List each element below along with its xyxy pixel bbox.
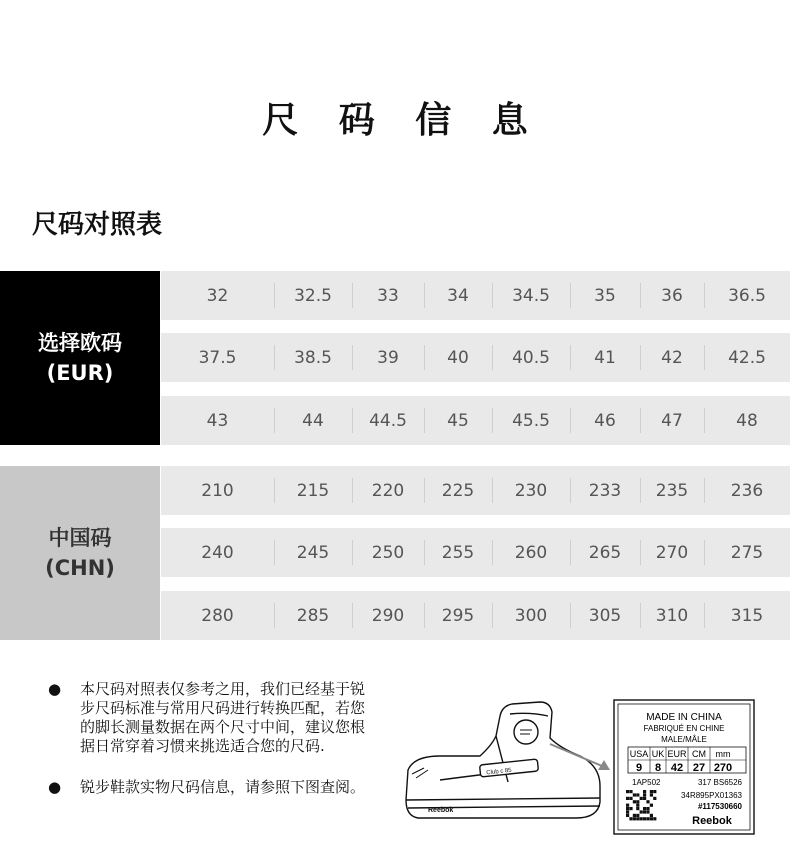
chn-size-group — [0, 466, 790, 640]
eur-size-cell: 36.5 — [704, 271, 790, 320]
eur-size-cell: 48 — [704, 396, 790, 445]
eur-size-cell: 41 — [570, 333, 640, 382]
chn-size-cell: 285 — [274, 591, 352, 640]
shoe-brand-text: Reebok — [428, 807, 454, 814]
note-text: 本尺码对照表仅参考之用，我们已经基于锐步尺码标准与常用尺码进行转换匹配，若您的脚长测量数据在两个尺寸中间，建议您根据日常穿着习惯来挑选适合您的尺码. — [80, 680, 366, 755]
tag-size-value: 42 — [670, 762, 684, 774]
size-tag — [614, 700, 754, 834]
eur-size-cell: 34 — [424, 271, 492, 320]
eur-size-cell: 32.5 — [274, 271, 352, 320]
note-item — [46, 680, 376, 756]
eur-size-cell: 40 — [424, 333, 492, 382]
tag-size-header: CM — [692, 749, 706, 759]
tag-code-3: #117530660 — [697, 802, 742, 811]
tag-size-value: 9 — [635, 762, 643, 774]
tag-size-header: UK — [651, 749, 665, 759]
chn-size-cell: 230 — [492, 466, 570, 515]
chn-row — [161, 528, 790, 577]
chn-size-cell: 265 — [570, 528, 640, 577]
arrow-icon — [550, 744, 610, 770]
eur-row — [161, 271, 790, 320]
chn-size-cell: 275 — [704, 528, 790, 577]
chn-size-cell: 305 — [570, 591, 640, 640]
tag-fabrique: FABRIQUÉ EN CHINE — [643, 724, 725, 733]
notes-list — [46, 680, 376, 819]
chn-size-cell: 225 — [424, 466, 492, 515]
note-text: 锐步鞋款实物尺码信息，请参照下图查阅。 — [80, 778, 366, 796]
eur-label-text: 选择欧码 — [38, 331, 122, 355]
tag-code-right: 317 BS6526 — [697, 778, 742, 787]
eur-size-cell: 42.5 — [704, 333, 790, 382]
eur-size-cell: 34.5 — [492, 271, 570, 320]
page-title: 尺 码 信 息 — [262, 100, 542, 141]
chn-size-cell: 250 — [352, 528, 424, 577]
tag-size-header: EUR — [667, 749, 687, 759]
tag-size-header: USA — [629, 749, 649, 759]
chn-size-cell: 235 — [640, 466, 704, 515]
shoe-side-text: Club c 85 — [486, 767, 512, 777]
eur-size-cell: 44.5 — [352, 396, 424, 445]
chn-size-cell: 300 — [492, 591, 570, 640]
eur-size-cell: 39 — [352, 333, 424, 382]
bullet-icon: ● — [48, 778, 62, 796]
tag-size-value: 27 — [692, 762, 706, 774]
eur-size-cell: 38.5 — [274, 333, 352, 382]
chn-size-cell: 215 — [274, 466, 352, 515]
eur-size-cell: 35 — [570, 271, 640, 320]
eur-size-cell: 45 — [424, 396, 492, 445]
chn-row — [161, 466, 790, 515]
chn-size-cell: 260 — [492, 528, 570, 577]
eur-size-cell: 44 — [274, 396, 352, 445]
sneaker-icon — [406, 702, 600, 818]
note-item — [46, 778, 376, 797]
tag-size-value: 270 — [713, 762, 733, 774]
chn-label-text: 中国码 — [48, 526, 112, 550]
eur-size-cell: 32 — [206, 285, 229, 306]
bullet-icon: ● — [48, 680, 62, 698]
eur-size-cell: 40.5 — [492, 333, 570, 382]
eur-row — [161, 396, 790, 445]
tag-size-header: mm — [715, 749, 731, 759]
chn-size-cell: 290 — [352, 591, 424, 640]
eur-size-cell: 46 — [570, 396, 640, 445]
tag-code-left: 1AP502 — [632, 778, 661, 787]
chn-size-cell: 280 — [201, 605, 234, 626]
chn-size-cell: 233 — [570, 466, 640, 515]
tag-brand-text: Reebok — [692, 815, 732, 827]
chn-size-cell: 245 — [274, 528, 352, 577]
eur-size-cell: 33 — [352, 271, 424, 320]
tag-code-2: 34R895PX01363 — [681, 791, 742, 800]
chn-size-cell: 270 — [640, 528, 704, 577]
shoe-size-label-illustration — [400, 690, 770, 840]
chn-size-cell: 210 — [201, 480, 234, 501]
eur-size-cell: 42 — [640, 333, 704, 382]
tag-size-value: 8 — [654, 762, 662, 774]
chn-row — [161, 591, 790, 640]
chn-size-cell: 255 — [424, 528, 492, 577]
eur-size-cell: 43 — [206, 410, 229, 431]
chn-size-cell: 310 — [640, 591, 704, 640]
eur-label — [0, 271, 160, 445]
eur-size-cell: 37.5 — [198, 347, 237, 368]
eur-size-cell: 45.5 — [492, 396, 570, 445]
chn-size-cell: 295 — [424, 591, 492, 640]
chn-size-cell: 236 — [704, 466, 790, 515]
tag-gender: MALE/MÂLE — [661, 735, 707, 744]
size-chart-heading: 尺码对照表 — [32, 210, 163, 240]
eur-size-cell: 47 — [640, 396, 704, 445]
chn-label-code: (CHN) — [45, 556, 115, 580]
chn-size-cell: 220 — [352, 466, 424, 515]
chn-size-cell: 315 — [704, 591, 790, 640]
eur-label-code: (EUR) — [46, 361, 114, 385]
chn-size-cell: 240 — [201, 542, 234, 563]
eur-row — [161, 333, 790, 382]
eur-size-group — [0, 271, 790, 445]
eur-size-cell: 36 — [640, 271, 704, 320]
chn-label — [0, 466, 160, 640]
tag-made-in: MADE IN CHINA — [646, 712, 722, 723]
